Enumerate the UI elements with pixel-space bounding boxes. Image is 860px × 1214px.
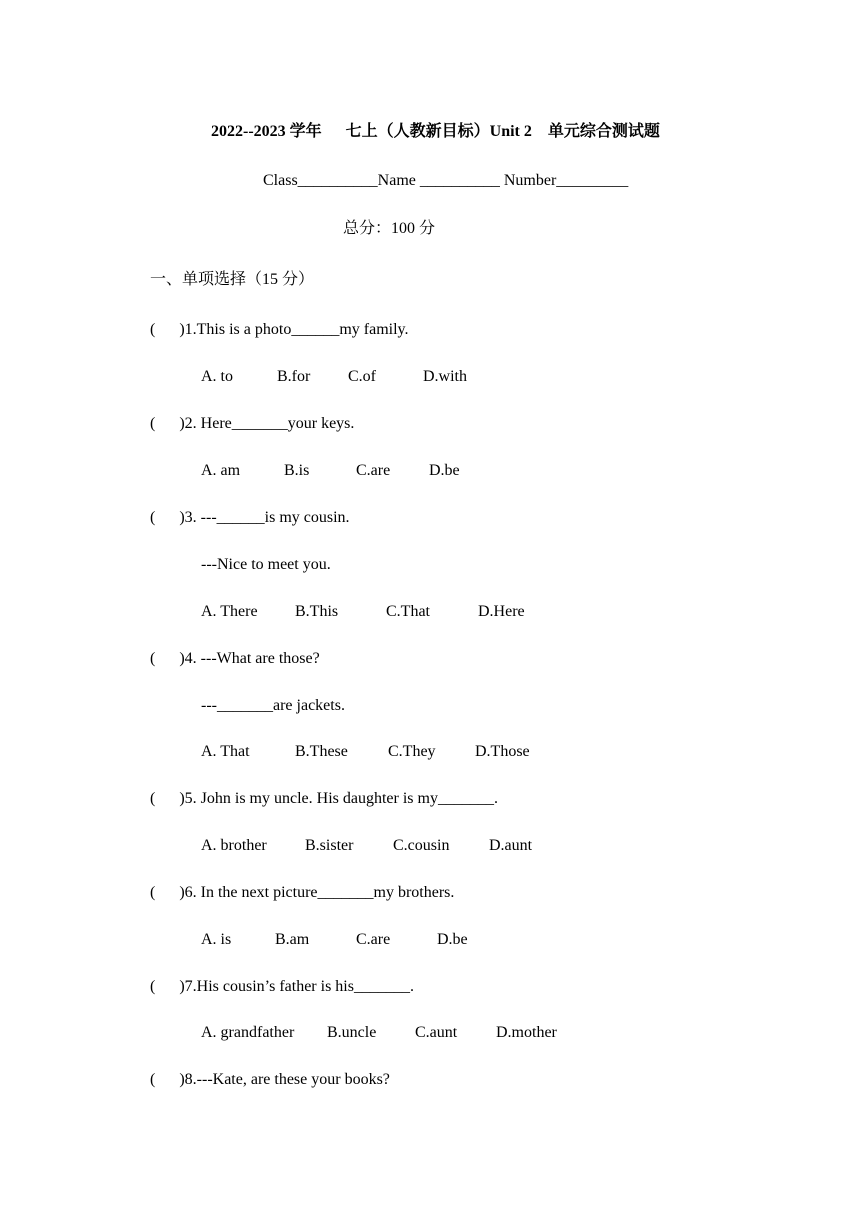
question-4-stem: ( )4. ---What are those? — [150, 650, 320, 667]
option-a: A. There — [201, 603, 258, 620]
question-3-reply: ---Nice to meet you. — [201, 556, 331, 573]
option-b: B.sister — [305, 837, 354, 854]
option-c: C.are — [356, 462, 391, 479]
option-a: A. grandfather — [201, 1024, 295, 1041]
question-1-stem: ( )1.This is a photo______my family. — [150, 321, 409, 338]
option-b: B.uncle — [327, 1024, 377, 1041]
option-b: B.is — [284, 462, 310, 479]
option-c: C.cousin — [393, 837, 450, 854]
question-4-reply: ---_______are jackets. — [201, 697, 345, 714]
option-c: C.That — [386, 603, 430, 620]
option-c: C.are — [356, 931, 391, 948]
option-a: A. brother — [201, 837, 267, 854]
option-a: A. to — [201, 368, 233, 385]
student-info-line: Class__________Name __________ Number_________ — [263, 172, 629, 189]
question-3-stem: ( )3. ---______is my cousin. — [150, 509, 350, 526]
option-d: D.with — [423, 368, 467, 385]
section-heading: 一、单项选择（15 分） — [150, 271, 315, 288]
option-b: B.These — [295, 743, 348, 760]
question-6-stem: ( )6. In the next picture_______my brothers. — [150, 884, 455, 901]
option-a: A. That — [201, 743, 250, 760]
option-d: D.Those — [475, 743, 530, 760]
option-b: B.am — [275, 931, 310, 948]
option-a: A. is — [201, 931, 232, 948]
option-a: A. am — [201, 462, 241, 479]
total-score: 总分：100 分 — [343, 220, 436, 237]
question-2-stem: ( )2. Here_______your keys. — [150, 415, 355, 432]
option-c: C.They — [388, 743, 436, 760]
option-b: B.This — [295, 603, 339, 620]
option-d: D.Here — [478, 603, 525, 620]
option-b: B.for — [277, 368, 311, 385]
option-c: C.aunt — [415, 1024, 458, 1041]
option-d: D.be — [437, 931, 468, 948]
question-8-stem: ( )8.---Kate, are these your books? — [150, 1071, 390, 1088]
exam-title: 2022--2023 学年 七上（人教新目标）Unit 2 单元综合测试题 — [211, 123, 660, 140]
question-5-stem: ( )5. John is my uncle. His daughter is my_______. — [150, 790, 498, 807]
option-d: D.aunt — [489, 837, 533, 854]
option-d: D.mother — [496, 1024, 557, 1041]
option-c: C.of — [348, 368, 376, 385]
question-7-stem: ( )7.His cousin’s father is his_______. — [150, 978, 414, 995]
option-d: D.be — [429, 462, 460, 479]
